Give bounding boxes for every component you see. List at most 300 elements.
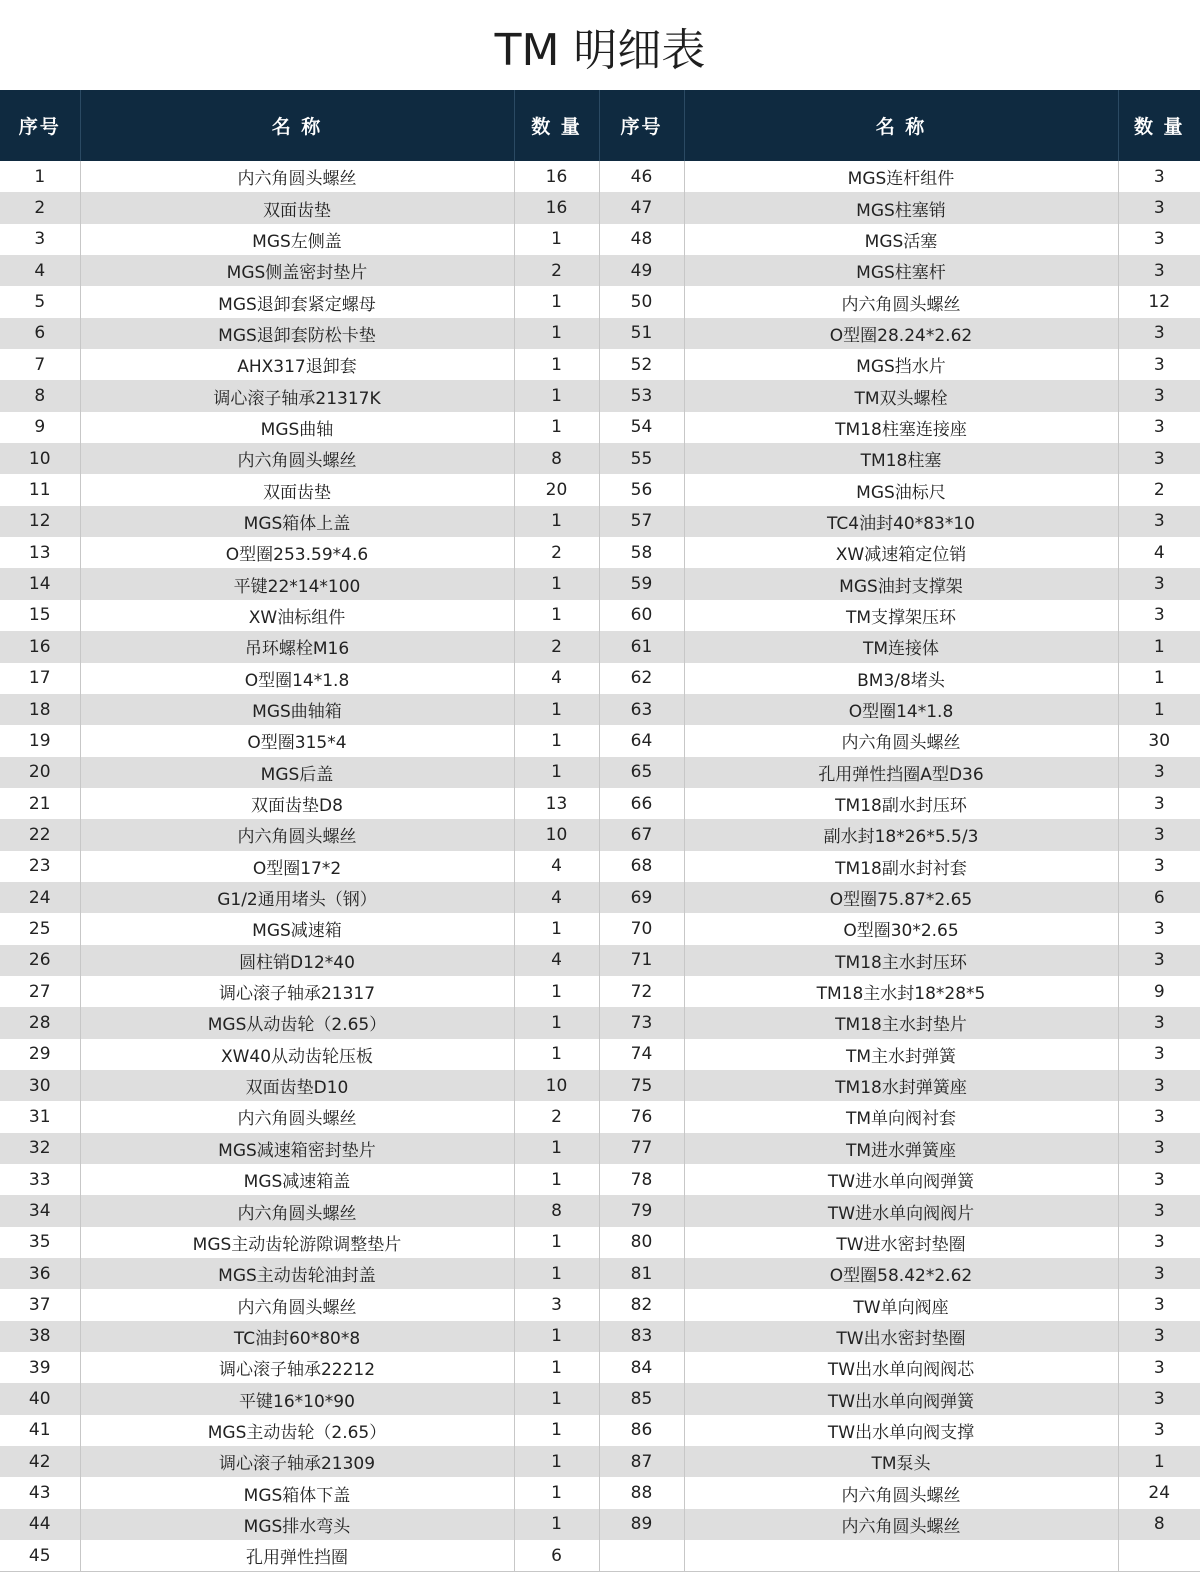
cell-qty-right: 1: [1118, 1446, 1200, 1477]
cell-qty-right: 3: [1118, 568, 1200, 599]
table-row: [0, 788, 1200, 819]
table-row: [0, 443, 1200, 474]
table-row: [0, 663, 1200, 694]
table-row: [0, 161, 1200, 192]
cell-no-right: 51: [599, 318, 684, 349]
cell-name-right: TW进水单向阀弹簧: [684, 1164, 1118, 1195]
cell-no-right: 73: [599, 1007, 684, 1038]
cell-name-right: TW单向阀座: [684, 1289, 1118, 1320]
cell-no-right: 69: [599, 882, 684, 913]
cell-no-left: 35: [0, 1227, 80, 1258]
table-row: [0, 1321, 1200, 1352]
cell-name-right: MGS柱塞销: [684, 192, 1118, 223]
cell-no-right: 61: [599, 631, 684, 662]
cell-qty-left: 1: [514, 1258, 599, 1289]
cell-no-left: 33: [0, 1164, 80, 1195]
cell-qty-right: 3: [1118, 161, 1200, 192]
cell-name-left: MGS箱体下盖: [80, 1477, 514, 1508]
cell-no-right: 59: [599, 568, 684, 599]
cell-name-right: 内六角圆头螺丝: [684, 286, 1118, 317]
cell-name-left: MGS主动齿轮游隙调整垫片: [80, 1227, 514, 1258]
cell-qty-left: 1: [514, 506, 599, 537]
cell-qty-right: 3: [1118, 1039, 1200, 1070]
table-row: [0, 1446, 1200, 1477]
cell-qty-left: 6: [514, 1540, 599, 1572]
cell-name-left: MGS后盖: [80, 757, 514, 788]
table-row: [0, 1164, 1200, 1195]
cell-name-right: TM主水封弹簧: [684, 1039, 1118, 1070]
cell-name-right: O型圈58.42*2.62: [684, 1258, 1118, 1289]
cell-qty-right: 3: [1118, 1415, 1200, 1446]
cell-qty-right: 30: [1118, 725, 1200, 756]
cell-name-right: TM18副水封压环: [684, 788, 1118, 819]
cell-qty-left: 1: [514, 1007, 599, 1038]
table-row: [0, 1101, 1200, 1132]
cell-no-left: 26: [0, 945, 80, 976]
cell-name-left: 孔用弹性挡圈: [80, 1540, 514, 1572]
cell-qty-right: 3: [1118, 1133, 1200, 1164]
cell-qty-left: 1: [514, 318, 599, 349]
cell-name-left: MGS退卸套紧定螺母: [80, 286, 514, 317]
cell-name-left: 内六角圆头螺丝: [80, 443, 514, 474]
cell-name-left: XW40从动齿轮压板: [80, 1039, 514, 1070]
cell-name-right: TM18主水封垫片: [684, 1007, 1118, 1038]
cell-no-right: 70: [599, 913, 684, 944]
cell-no-right: 50: [599, 286, 684, 317]
cell-name-left: MGS减速箱: [80, 913, 514, 944]
cell-name-left: MGS减速箱密封垫片: [80, 1133, 514, 1164]
parts-table: [0, 90, 1200, 1572]
cell-no-right: 54: [599, 412, 684, 443]
cell-qty-right: 3: [1118, 1352, 1200, 1383]
cell-name-left: MGS曲轴箱: [80, 694, 514, 725]
table-row: [0, 913, 1200, 944]
cell-qty-left: 1: [514, 694, 599, 725]
cell-no-right: 83: [599, 1321, 684, 1352]
cell-name-left: 双面齿垫D8: [80, 788, 514, 819]
header-name-right: 名 称: [684, 90, 1118, 161]
cell-qty-left: 1: [514, 349, 599, 380]
cell-no-left: 3: [0, 224, 80, 255]
cell-no-left: 41: [0, 1415, 80, 1446]
cell-name-right: TM18副水封衬套: [684, 851, 1118, 882]
cell-qty-left: 1: [514, 1164, 599, 1195]
cell-qty-left: 2: [514, 1101, 599, 1132]
cell-no-left: 31: [0, 1101, 80, 1132]
table-row: [0, 1540, 1200, 1572]
table-row: [0, 1070, 1200, 1101]
cell-no-right: 62: [599, 663, 684, 694]
cell-qty-right: [1118, 1540, 1200, 1572]
cell-qty-left: 1: [514, 757, 599, 788]
cell-no-right: 58: [599, 537, 684, 568]
cell-no-left: 45: [0, 1540, 80, 1572]
table-row: [0, 224, 1200, 255]
cell-no-left: 34: [0, 1195, 80, 1226]
cell-name-left: 内六角圆头螺丝: [80, 161, 514, 192]
cell-qty-right: 3: [1118, 506, 1200, 537]
cell-name-right: TW出水密封垫圈: [684, 1321, 1118, 1352]
cell-name-left: 调心滚子轴承21309: [80, 1446, 514, 1477]
cell-qty-right: 4: [1118, 537, 1200, 568]
cell-name-right: TM18主水封压环: [684, 945, 1118, 976]
cell-no-right: 46: [599, 161, 684, 192]
cell-qty-left: 1: [514, 1352, 599, 1383]
header-qty-left: 数 量: [514, 90, 599, 161]
cell-no-left: 27: [0, 976, 80, 1007]
cell-qty-right: 1: [1118, 663, 1200, 694]
cell-qty-left: 10: [514, 1070, 599, 1101]
cell-name-left: 内六角圆头螺丝: [80, 1289, 514, 1320]
cell-qty-right: 3: [1118, 851, 1200, 882]
table-row: [0, 631, 1200, 662]
cell-qty-left: 1: [514, 1446, 599, 1477]
cell-qty-left: 4: [514, 663, 599, 694]
table-row: [0, 192, 1200, 223]
cell-name-right: [684, 1540, 1118, 1572]
cell-name-right: O型圈75.87*2.65: [684, 882, 1118, 913]
cell-no-right: 84: [599, 1352, 684, 1383]
cell-name-right: TM18柱塞连接座: [684, 412, 1118, 443]
cell-name-left: 内六角圆头螺丝: [80, 1101, 514, 1132]
cell-qty-left: 1: [514, 913, 599, 944]
cell-name-right: TM泵头: [684, 1446, 1118, 1477]
table-row: [0, 976, 1200, 1007]
cell-qty-right: 3: [1118, 913, 1200, 944]
cell-name-right: BM3/8堵头: [684, 663, 1118, 694]
cell-name-left: 内六角圆头螺丝: [80, 819, 514, 850]
cell-name-left: 双面齿垫: [80, 474, 514, 505]
cell-qty-right: 1: [1118, 631, 1200, 662]
cell-qty-left: 1: [514, 1383, 599, 1414]
cell-no-right: 67: [599, 819, 684, 850]
cell-no-left: 21: [0, 788, 80, 819]
cell-qty-left: 1: [514, 1133, 599, 1164]
cell-no-right: 78: [599, 1164, 684, 1195]
cell-qty-right: 3: [1118, 224, 1200, 255]
cell-name-left: 内六角圆头螺丝: [80, 1195, 514, 1226]
cell-qty-right: 3: [1118, 349, 1200, 380]
cell-no-right: 49: [599, 255, 684, 286]
cell-qty-right: 1: [1118, 694, 1200, 725]
cell-name-right: 内六角圆头螺丝: [684, 725, 1118, 756]
cell-no-right: 60: [599, 600, 684, 631]
cell-qty-right: 3: [1118, 788, 1200, 819]
cell-qty-right: 2: [1118, 474, 1200, 505]
table-row: [0, 1039, 1200, 1070]
cell-name-right: TW出水单向阀支撑: [684, 1415, 1118, 1446]
cell-qty-right: 3: [1118, 1258, 1200, 1289]
cell-name-left: 双面齿垫: [80, 192, 514, 223]
cell-name-left: 调心滚子轴承21317: [80, 976, 514, 1007]
cell-no-left: 30: [0, 1070, 80, 1101]
table-row: [0, 819, 1200, 850]
cell-qty-right: 3: [1118, 412, 1200, 443]
table-row: [0, 1258, 1200, 1289]
cell-no-right: 64: [599, 725, 684, 756]
cell-qty-left: 4: [514, 882, 599, 913]
cell-no-right: 87: [599, 1446, 684, 1477]
cell-name-right: TW出水单向阀阀芯: [684, 1352, 1118, 1383]
cell-no-left: 28: [0, 1007, 80, 1038]
cell-no-left: 32: [0, 1133, 80, 1164]
cell-no-right: 89: [599, 1509, 684, 1540]
cell-qty-right: 3: [1118, 819, 1200, 850]
cell-qty-right: 3: [1118, 1383, 1200, 1414]
cell-no-right: 85: [599, 1383, 684, 1414]
cell-qty-left: 8: [514, 443, 599, 474]
table-row: [0, 318, 1200, 349]
cell-no-left: 18: [0, 694, 80, 725]
cell-qty-right: 3: [1118, 600, 1200, 631]
cell-no-right: 66: [599, 788, 684, 819]
header-no-left: 序号: [0, 90, 80, 161]
cell-qty-right: 24: [1118, 1477, 1200, 1508]
cell-no-right: 47: [599, 192, 684, 223]
cell-no-right: 52: [599, 349, 684, 380]
cell-no-right: 65: [599, 757, 684, 788]
cell-name-left: MGS曲轴: [80, 412, 514, 443]
cell-qty-right: 3: [1118, 945, 1200, 976]
table-row: [0, 506, 1200, 537]
cell-qty-left: 20: [514, 474, 599, 505]
cell-name-left: O型圈14*1.8: [80, 663, 514, 694]
cell-qty-right: 6: [1118, 882, 1200, 913]
cell-no-right: 88: [599, 1477, 684, 1508]
cell-name-right: TM支撑架压环: [684, 600, 1118, 631]
table-row: [0, 349, 1200, 380]
table-body: [0, 161, 1200, 1572]
cell-qty-left: 13: [514, 788, 599, 819]
header-qty-right: 数 量: [1118, 90, 1200, 161]
cell-no-right: 86: [599, 1415, 684, 1446]
cell-no-right: 71: [599, 945, 684, 976]
cell-name-left: TC油封60*80*8: [80, 1321, 514, 1352]
cell-name-left: O型圈253.59*4.6: [80, 537, 514, 568]
cell-qty-left: 1: [514, 1039, 599, 1070]
cell-qty-left: 1: [514, 380, 599, 411]
table-row: [0, 1383, 1200, 1414]
cell-qty-right: 3: [1118, 318, 1200, 349]
cell-name-left: G1/2通用堵头（钢）: [80, 882, 514, 913]
cell-no-right: 63: [599, 694, 684, 725]
cell-name-right: MGS油标尺: [684, 474, 1118, 505]
header-no-right: 序号: [599, 90, 684, 161]
cell-qty-left: 1: [514, 412, 599, 443]
cell-name-left: 圆柱销D12*40: [80, 945, 514, 976]
cell-no-left: 22: [0, 819, 80, 850]
cell-name-left: MGS左侧盖: [80, 224, 514, 255]
cell-no-left: 16: [0, 631, 80, 662]
cell-name-left: 双面齿垫D10: [80, 1070, 514, 1101]
cell-no-left: 1: [0, 161, 80, 192]
cell-qty-left: 1: [514, 224, 599, 255]
cell-no-right: 82: [599, 1289, 684, 1320]
cell-name-left: MGS主动齿轮油封盖: [80, 1258, 514, 1289]
cell-qty-left: 4: [514, 851, 599, 882]
cell-name-left: 平键16*10*90: [80, 1383, 514, 1414]
cell-qty-left: 2: [514, 537, 599, 568]
cell-qty-left: 1: [514, 1227, 599, 1258]
cell-name-left: 调心滚子轴承22212: [80, 1352, 514, 1383]
cell-no-right: 72: [599, 976, 684, 1007]
table-row: [0, 725, 1200, 756]
cell-name-left: O型圈315*4: [80, 725, 514, 756]
cell-name-right: O型圈30*2.65: [684, 913, 1118, 944]
cell-name-left: 调心滚子轴承21317K: [80, 380, 514, 411]
cell-name-left: MGS排水弯头: [80, 1509, 514, 1540]
table-row: [0, 694, 1200, 725]
cell-no-right: 74: [599, 1039, 684, 1070]
cell-name-left: 平键22*14*100: [80, 568, 514, 599]
cell-name-right: TW出水单向阀弹簧: [684, 1383, 1118, 1414]
header-name-left: 名 称: [80, 90, 514, 161]
cell-no-left: 8: [0, 380, 80, 411]
cell-no-left: 42: [0, 1446, 80, 1477]
cell-name-right: TM18柱塞: [684, 443, 1118, 474]
cell-no-left: 23: [0, 851, 80, 882]
cell-qty-left: 1: [514, 568, 599, 599]
cell-qty-left: 3: [514, 1289, 599, 1320]
cell-qty-right: 3: [1118, 1195, 1200, 1226]
table-row: [0, 945, 1200, 976]
table-row: [0, 1352, 1200, 1383]
table-row: [0, 1227, 1200, 1258]
table-row: [0, 1509, 1200, 1540]
cell-name-left: MGS从动齿轮（2.65）: [80, 1007, 514, 1038]
table-row: [0, 851, 1200, 882]
table-row: [0, 412, 1200, 443]
cell-name-left: MGS箱体上盖: [80, 506, 514, 537]
cell-no-left: 15: [0, 600, 80, 631]
cell-name-right: 孔用弹性挡圈A型D36: [684, 757, 1118, 788]
cell-no-left: 4: [0, 255, 80, 286]
cell-name-right: TM18水封弹簧座: [684, 1070, 1118, 1101]
cell-qty-left: 1: [514, 1415, 599, 1446]
cell-name-right: TM双头螺栓: [684, 380, 1118, 411]
cell-qty-right: 12: [1118, 286, 1200, 317]
cell-qty-left: 2: [514, 631, 599, 662]
table-row: [0, 474, 1200, 505]
cell-qty-left: 4: [514, 945, 599, 976]
cell-no-left: 17: [0, 663, 80, 694]
table-row: [0, 1007, 1200, 1038]
cell-no-left: 20: [0, 757, 80, 788]
table-row: [0, 1415, 1200, 1446]
table-header: [0, 90, 1200, 161]
table-row: [0, 600, 1200, 631]
cell-no-left: 39: [0, 1352, 80, 1383]
table-row: [0, 286, 1200, 317]
table-row: [0, 1133, 1200, 1164]
cell-name-left: MGS侧盖密封垫片: [80, 255, 514, 286]
cell-name-left: MGS退卸套防松卡垫: [80, 318, 514, 349]
cell-qty-right: 3: [1118, 192, 1200, 223]
cell-no-right: 80: [599, 1227, 684, 1258]
cell-qty-left: 1: [514, 600, 599, 631]
cell-name-right: TM18主水封18*28*5: [684, 976, 1118, 1007]
cell-no-left: 19: [0, 725, 80, 756]
cell-qty-right: 3: [1118, 1070, 1200, 1101]
cell-no-left: 24: [0, 882, 80, 913]
cell-no-left: 13: [0, 537, 80, 568]
cell-no-right: 48: [599, 224, 684, 255]
cell-name-right: MGS活塞: [684, 224, 1118, 255]
cell-no-right: 81: [599, 1258, 684, 1289]
table-row: [0, 1195, 1200, 1226]
cell-qty-right: 3: [1118, 1007, 1200, 1038]
cell-qty-left: 10: [514, 819, 599, 850]
cell-name-right: TM单向阀衬套: [684, 1101, 1118, 1132]
cell-no-right: 53: [599, 380, 684, 411]
cell-qty-right: 9: [1118, 976, 1200, 1007]
cell-no-left: 6: [0, 318, 80, 349]
cell-no-left: 5: [0, 286, 80, 317]
cell-qty-left: 1: [514, 1509, 599, 1540]
cell-no-right: 77: [599, 1133, 684, 1164]
cell-name-left: MGS主动齿轮（2.65）: [80, 1415, 514, 1446]
cell-no-right: 76: [599, 1101, 684, 1132]
cell-name-right: TM进水弹簧座: [684, 1133, 1118, 1164]
cell-no-left: 43: [0, 1477, 80, 1508]
cell-name-right: XW减速箱定位销: [684, 537, 1118, 568]
cell-qty-left: 16: [514, 192, 599, 223]
cell-qty-left: 8: [514, 1195, 599, 1226]
cell-no-left: 14: [0, 568, 80, 599]
cell-no-left: 40: [0, 1383, 80, 1414]
cell-qty-right: 8: [1118, 1509, 1200, 1540]
cell-qty-left: 16: [514, 161, 599, 192]
cell-no-left: 37: [0, 1289, 80, 1320]
table-row: [0, 255, 1200, 286]
cell-name-right: TW进水密封垫圈: [684, 1227, 1118, 1258]
cell-qty-right: 3: [1118, 255, 1200, 286]
cell-name-left: MGS减速箱盖: [80, 1164, 514, 1195]
cell-no-left: 29: [0, 1039, 80, 1070]
cell-no-right: 75: [599, 1070, 684, 1101]
cell-qty-left: 1: [514, 286, 599, 317]
cell-qty-right: 3: [1118, 757, 1200, 788]
cell-no-left: 36: [0, 1258, 80, 1289]
table-row: [0, 380, 1200, 411]
cell-name-left: XW油标组件: [80, 600, 514, 631]
table-row: [0, 882, 1200, 913]
table-row: [0, 1289, 1200, 1320]
table-row: [0, 537, 1200, 568]
cell-qty-left: 1: [514, 976, 599, 1007]
cell-no-right: 56: [599, 474, 684, 505]
cell-no-left: 10: [0, 443, 80, 474]
cell-name-right: O型圈28.24*2.62: [684, 318, 1118, 349]
cell-no-left: 44: [0, 1509, 80, 1540]
cell-no-left: 12: [0, 506, 80, 537]
cell-name-right: MGS挡水片: [684, 349, 1118, 380]
cell-name-right: TM连接体: [684, 631, 1118, 662]
cell-qty-right: 3: [1118, 1164, 1200, 1195]
cell-name-right: 内六角圆头螺丝: [684, 1477, 1118, 1508]
cell-no-right: 68: [599, 851, 684, 882]
cell-name-right: TW进水单向阀阀片: [684, 1195, 1118, 1226]
cell-name-right: MGS连杆组件: [684, 161, 1118, 192]
cell-qty-left: 1: [514, 1321, 599, 1352]
cell-qty-left: 2: [514, 255, 599, 286]
table-row: [0, 568, 1200, 599]
cell-qty-left: 1: [514, 725, 599, 756]
cell-name-right: O型圈14*1.8: [684, 694, 1118, 725]
cell-no-right: 79: [599, 1195, 684, 1226]
cell-no-right: 57: [599, 506, 684, 537]
cell-no-left: 38: [0, 1321, 80, 1352]
